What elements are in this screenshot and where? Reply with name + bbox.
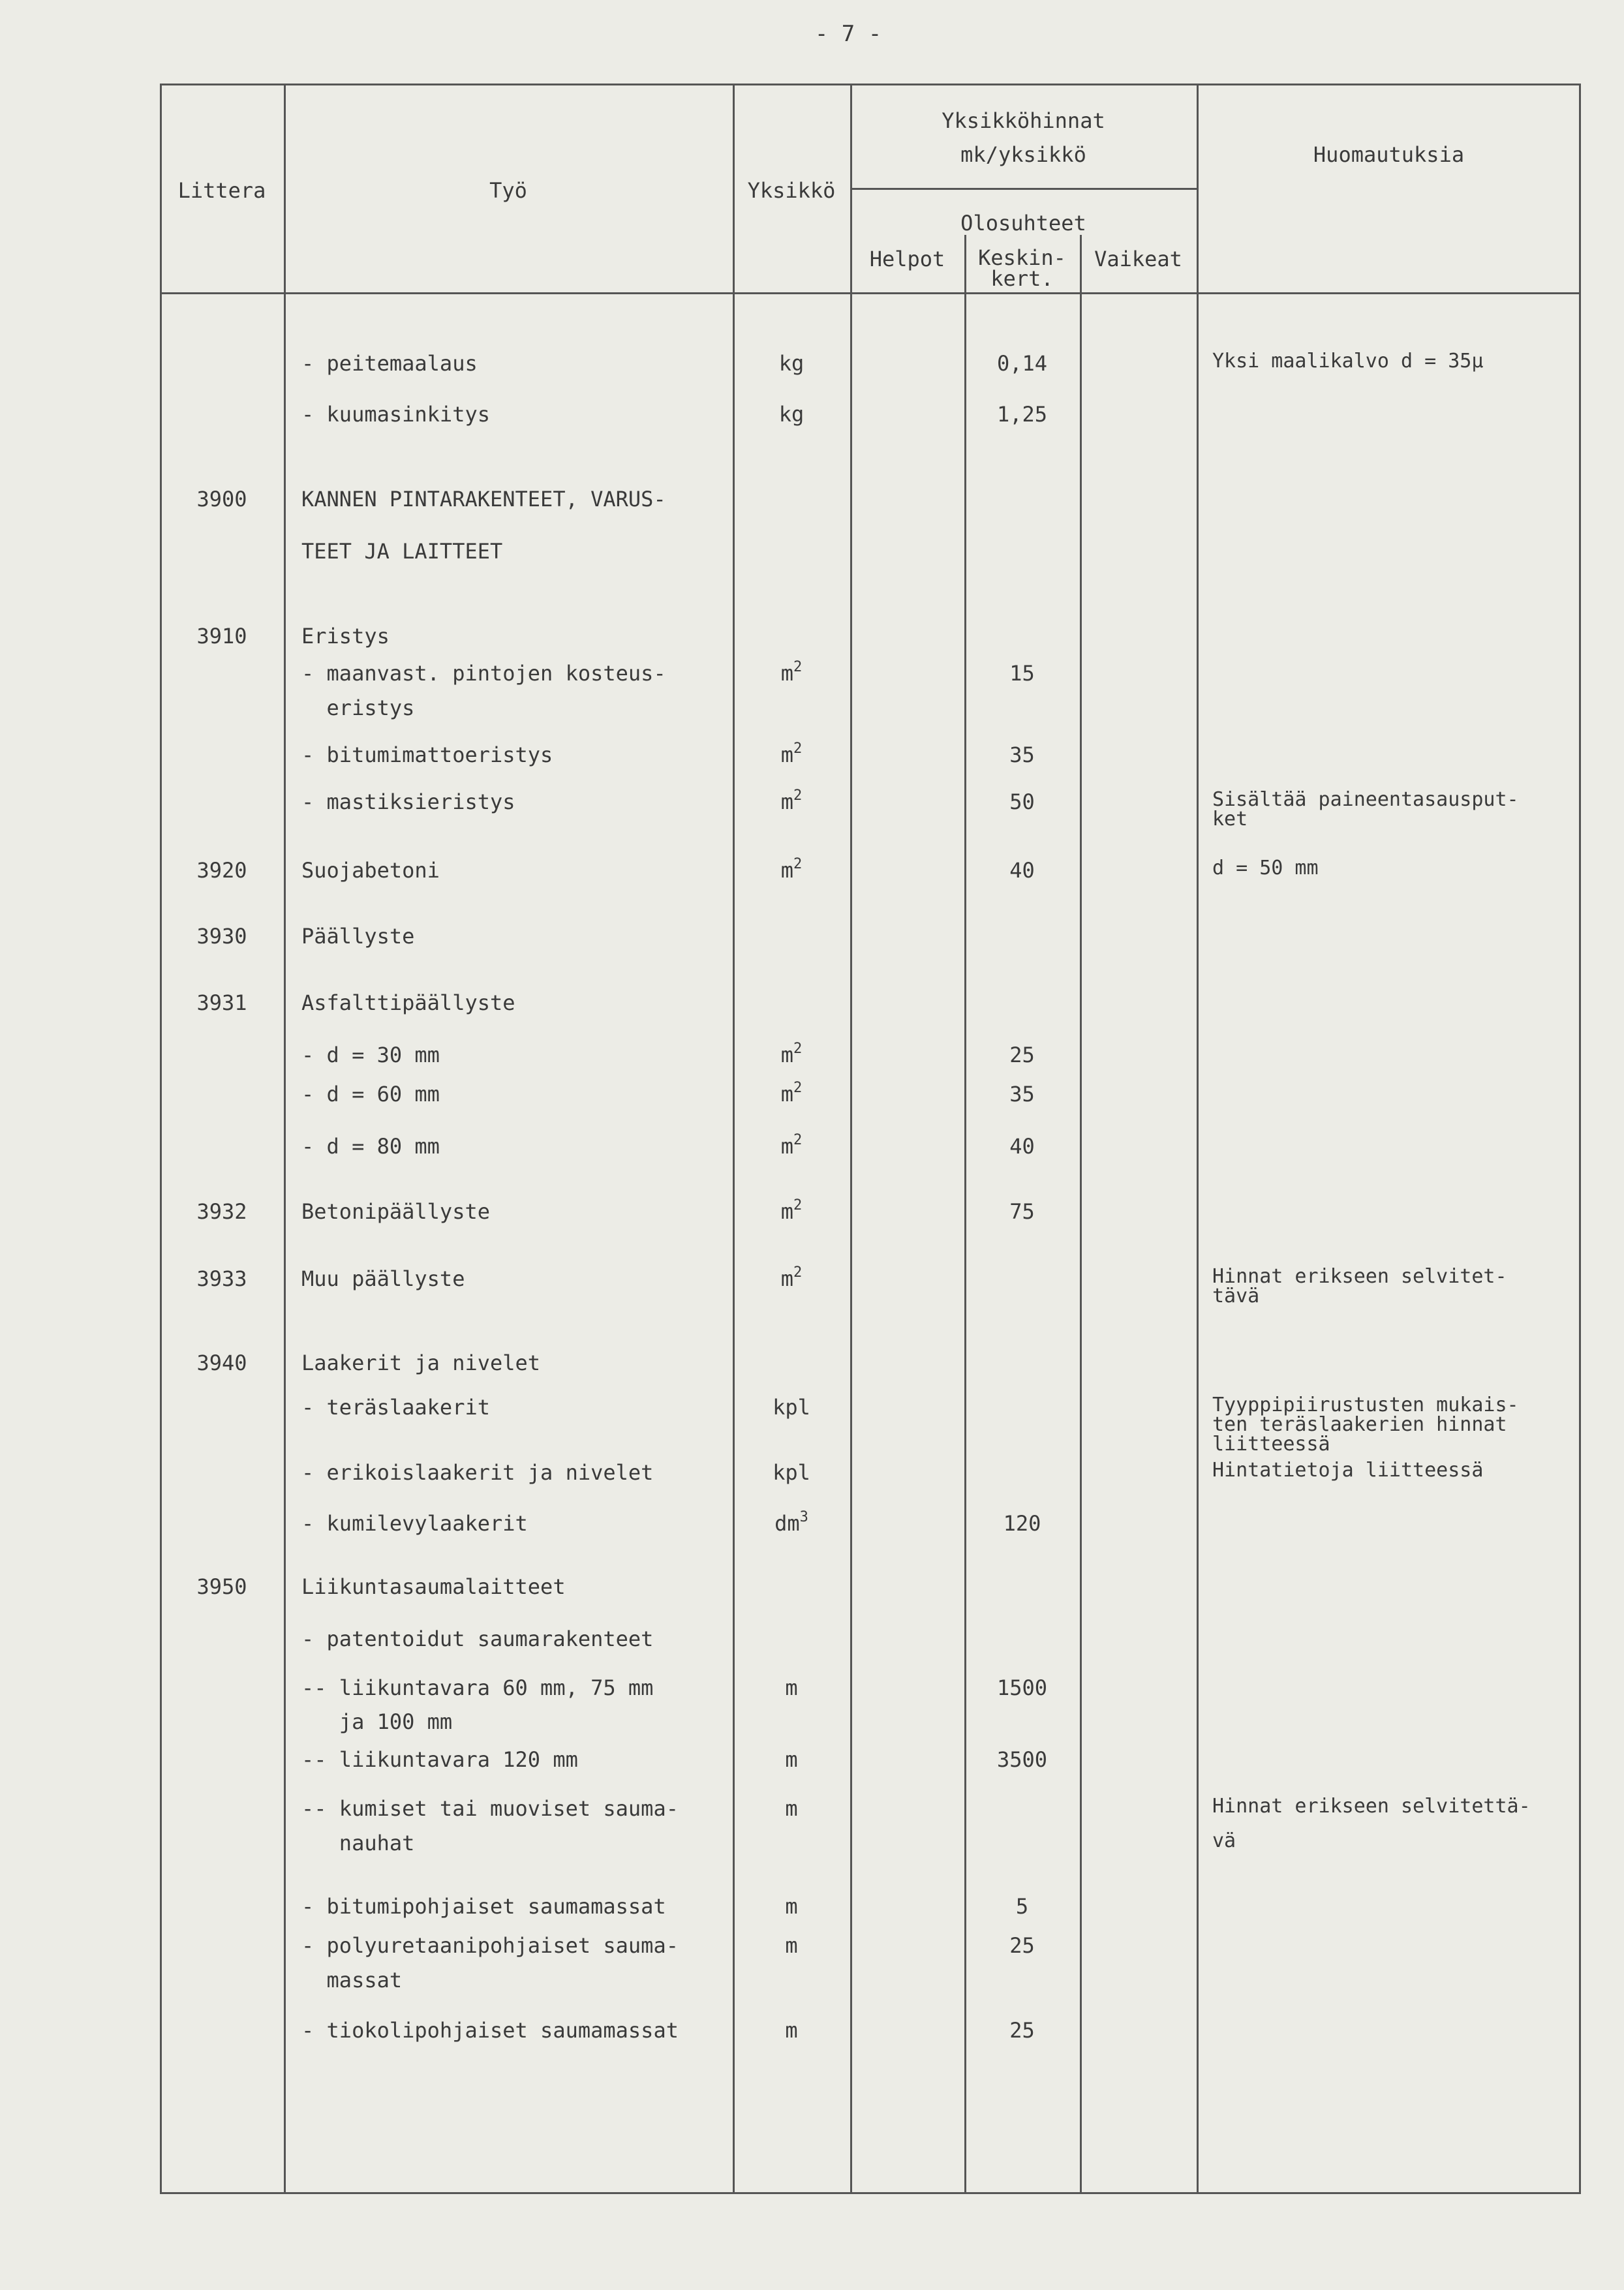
cell-huomautus: Sisältää paineentasausput- xyxy=(1212,788,1519,811)
header-tyo: Työ xyxy=(489,178,527,203)
cell-yksikko xyxy=(733,1748,850,1771)
cell-tyo: - d = 30 mm xyxy=(301,1043,440,1067)
cell-yksikko xyxy=(733,2019,850,2041)
header-vaikeat: Vaikeat xyxy=(1094,247,1182,271)
cell-price-keskinkert: 1500 xyxy=(996,1675,1048,1700)
cell-tyo: Päällyste xyxy=(301,924,415,949)
unit-text: m xyxy=(780,858,793,883)
cell-littera: 3933 xyxy=(196,1266,247,1291)
unit-exponent: 2 xyxy=(793,1080,803,1096)
column-divider xyxy=(850,84,852,2194)
cell-price-keskinkert: 25 xyxy=(1009,2018,1035,2043)
header-divider xyxy=(160,292,1581,294)
cell-yksikko xyxy=(733,1677,850,1699)
header-keskinkert-1: Keskin- xyxy=(978,245,1066,270)
cell-price-keskinkert: 15 xyxy=(1009,661,1035,686)
cell-yksikko xyxy=(733,1934,850,1957)
column-divider xyxy=(1080,235,1082,2194)
cell-tyo: - peitemaalaus xyxy=(301,351,478,376)
cell-huomautus: liitteessä xyxy=(1212,1433,1330,1456)
header-littera: Littera xyxy=(177,178,266,203)
header-subdivider xyxy=(850,188,1197,190)
unit-exponent: 2 xyxy=(793,1197,803,1214)
unit-text: kpl xyxy=(773,1460,810,1485)
cell-yksikko xyxy=(733,352,850,374)
unit-text: m xyxy=(780,661,793,686)
unit-text: m xyxy=(785,1675,798,1700)
cell-tyo: -- liikuntavara 60 mm, 75 mm xyxy=(301,1675,654,1700)
header-yksikkohinnat: Yksikköhinnat xyxy=(942,108,1105,133)
cell-yksikko xyxy=(733,1461,850,1484)
unit-text: m xyxy=(780,1266,793,1291)
unit-exponent: 2 xyxy=(793,1264,803,1281)
cell-tyo: TEET JA LAITTEET xyxy=(301,539,503,564)
column-divider xyxy=(1197,84,1199,2194)
cell-yksikko xyxy=(733,1132,850,1159)
cell-tyo: -- liikuntavara 120 mm xyxy=(301,1747,578,1772)
cell-price-keskinkert: 40 xyxy=(1009,1134,1035,1159)
cell-price-keskinkert: 35 xyxy=(1009,742,1035,767)
cell-tyo: Liikuntasaumalaitteet xyxy=(301,1574,566,1599)
cell-huomautus: Hintatietoja liitteessä xyxy=(1212,1459,1484,1482)
cell-tyo: - bitumipohjaiset saumamassat xyxy=(301,1894,666,1919)
unit-text: m xyxy=(785,1933,798,1958)
cell-yksikko xyxy=(733,1197,850,1224)
cell-tyo: - teräslaakerit xyxy=(301,1395,490,1420)
header-mk-yksikko: mk/yksikkö xyxy=(960,142,1086,167)
header-olosuhteet: Olosuhteet xyxy=(960,211,1086,236)
cell-tyo: - kumilevylaakerit xyxy=(301,1511,528,1536)
page-number: - 7 - xyxy=(814,21,882,47)
cell-tyo: - maanvast. pintojen kosteus- xyxy=(301,661,666,686)
cell-yksikko xyxy=(733,787,850,814)
unit-text: m xyxy=(785,1747,798,1772)
unit-text: m xyxy=(780,1043,793,1067)
unit-exponent: 2 xyxy=(793,1041,803,1057)
cell-tyo: Laakerit ja nivelet xyxy=(301,1351,541,1375)
cell-price-keskinkert: 25 xyxy=(1009,1043,1035,1067)
cell-littera: 3920 xyxy=(196,858,247,883)
unit-text: m xyxy=(785,1796,798,1821)
cell-littera: 3950 xyxy=(196,1574,247,1599)
unit-exponent: 2 xyxy=(793,740,803,757)
cell-huomautus: Tyyppipiirustusten mukais- xyxy=(1212,1394,1519,1416)
cell-tyo: massat xyxy=(301,1968,403,1992)
cell-tyo: - kuumasinkitys xyxy=(301,402,490,427)
cell-tyo: - bitumimattoeristys xyxy=(301,742,553,767)
cell-huomautus: Yksi maalikalvo d = 35μ xyxy=(1212,350,1484,373)
cell-tyo: - d = 60 mm xyxy=(301,1082,440,1107)
column-divider xyxy=(284,84,286,2194)
unit-text: m xyxy=(780,789,793,814)
unit-text: m xyxy=(785,1894,798,1919)
cell-tyo: - polyuretaanipohjaiset sauma- xyxy=(301,1933,679,1958)
cell-price-keskinkert: 5 xyxy=(1015,1894,1029,1919)
unit-exponent: 2 xyxy=(793,659,803,675)
cell-littera: 3900 xyxy=(196,487,247,511)
cell-price-keskinkert: 0,14 xyxy=(996,351,1048,376)
cell-yksikko xyxy=(733,1797,850,1820)
unit-text: kpl xyxy=(773,1395,810,1420)
cell-huomautus: ten teräslaakerien hinnat xyxy=(1212,1413,1507,1436)
cell-price-keskinkert: 120 xyxy=(1003,1511,1041,1536)
cell-huomautus: Hinnat erikseen selvitettä- xyxy=(1212,1795,1531,1818)
cell-yksikko xyxy=(733,1509,850,1536)
cell-price-keskinkert: 3500 xyxy=(996,1747,1048,1772)
cell-yksikko xyxy=(733,856,850,883)
cell-tyo: KANNEN PINTARAKENTEET, VARUS- xyxy=(301,487,666,511)
cell-tyo: -- kumiset tai muoviset sauma- xyxy=(301,1796,679,1821)
cell-littera: 3930 xyxy=(196,924,247,949)
cell-yksikko xyxy=(733,1396,850,1418)
cell-yksikko xyxy=(733,1264,850,1291)
cell-littera: 3910 xyxy=(196,624,247,649)
cell-yksikko xyxy=(733,1895,850,1917)
header-helpot: Helpot xyxy=(869,247,945,271)
cell-huomautus: vä xyxy=(1212,1829,1236,1852)
cell-tyo: Betonipäällyste xyxy=(301,1199,490,1224)
cell-tyo: Suojabetoni xyxy=(301,858,440,883)
cell-tyo: - tiokolipohjaiset saumamassat xyxy=(301,2018,679,2043)
unit-text: m xyxy=(780,1134,793,1159)
cell-yksikko xyxy=(733,1080,850,1107)
header-keskinkert-2: kert. xyxy=(990,266,1054,291)
cell-tyo: - patentoidut saumarakenteet xyxy=(301,1626,654,1651)
cell-yksikko xyxy=(733,659,850,686)
cell-tyo: eristys xyxy=(301,695,415,720)
cell-tyo: Eristys xyxy=(301,624,390,649)
cell-littera: 3940 xyxy=(196,1351,247,1375)
cell-tyo: - d = 80 mm xyxy=(301,1134,440,1159)
cell-huomautus: tävä xyxy=(1212,1285,1260,1307)
cell-yksikko xyxy=(733,403,850,425)
cell-tyo: nauhat xyxy=(301,1831,415,1855)
unit-text: m xyxy=(780,1199,793,1224)
cell-yksikko xyxy=(733,740,850,767)
cell-price-keskinkert: 75 xyxy=(1009,1199,1035,1224)
cell-tyo: Muu päällyste xyxy=(301,1266,465,1291)
cell-tyo: - erikoislaakerit ja nivelet xyxy=(301,1460,654,1485)
cell-tyo: Asfalttipäällyste xyxy=(301,990,515,1015)
unit-text: m xyxy=(785,2018,798,2043)
cell-huomautus: Hinnat erikseen selvitet- xyxy=(1212,1265,1507,1288)
cell-tyo: - mastiksieristys xyxy=(301,789,515,814)
cell-price-keskinkert: 35 xyxy=(1009,1082,1035,1107)
cell-price-keskinkert: 50 xyxy=(1009,789,1035,814)
header-yksikko: Yksikkö xyxy=(747,178,836,203)
cell-yksikko xyxy=(733,1041,850,1067)
unit-exponent: 2 xyxy=(793,1132,803,1148)
cell-price-keskinkert: 1,25 xyxy=(996,402,1048,427)
cell-huomautus: d = 50 mm xyxy=(1212,857,1319,879)
unit-text: dm xyxy=(774,1511,800,1536)
unit-text: m xyxy=(780,742,793,767)
cell-huomautus: ket xyxy=(1212,808,1248,831)
unit-text: m xyxy=(780,1082,793,1107)
cell-price-keskinkert: 25 xyxy=(1009,1933,1035,1958)
cell-littera: 3932 xyxy=(196,1199,247,1224)
unit-exponent: 2 xyxy=(793,787,803,804)
cell-tyo: ja 100 mm xyxy=(301,1709,453,1734)
unit-exponent: 3 xyxy=(799,1509,808,1525)
header-huomautuksia: Huomautuksia xyxy=(1313,142,1465,167)
unit-text: kg xyxy=(778,351,804,376)
cell-littera: 3931 xyxy=(196,990,247,1015)
cell-price-keskinkert: 40 xyxy=(1009,858,1035,883)
unit-text: kg xyxy=(778,402,804,427)
unit-exponent: 2 xyxy=(793,856,803,872)
